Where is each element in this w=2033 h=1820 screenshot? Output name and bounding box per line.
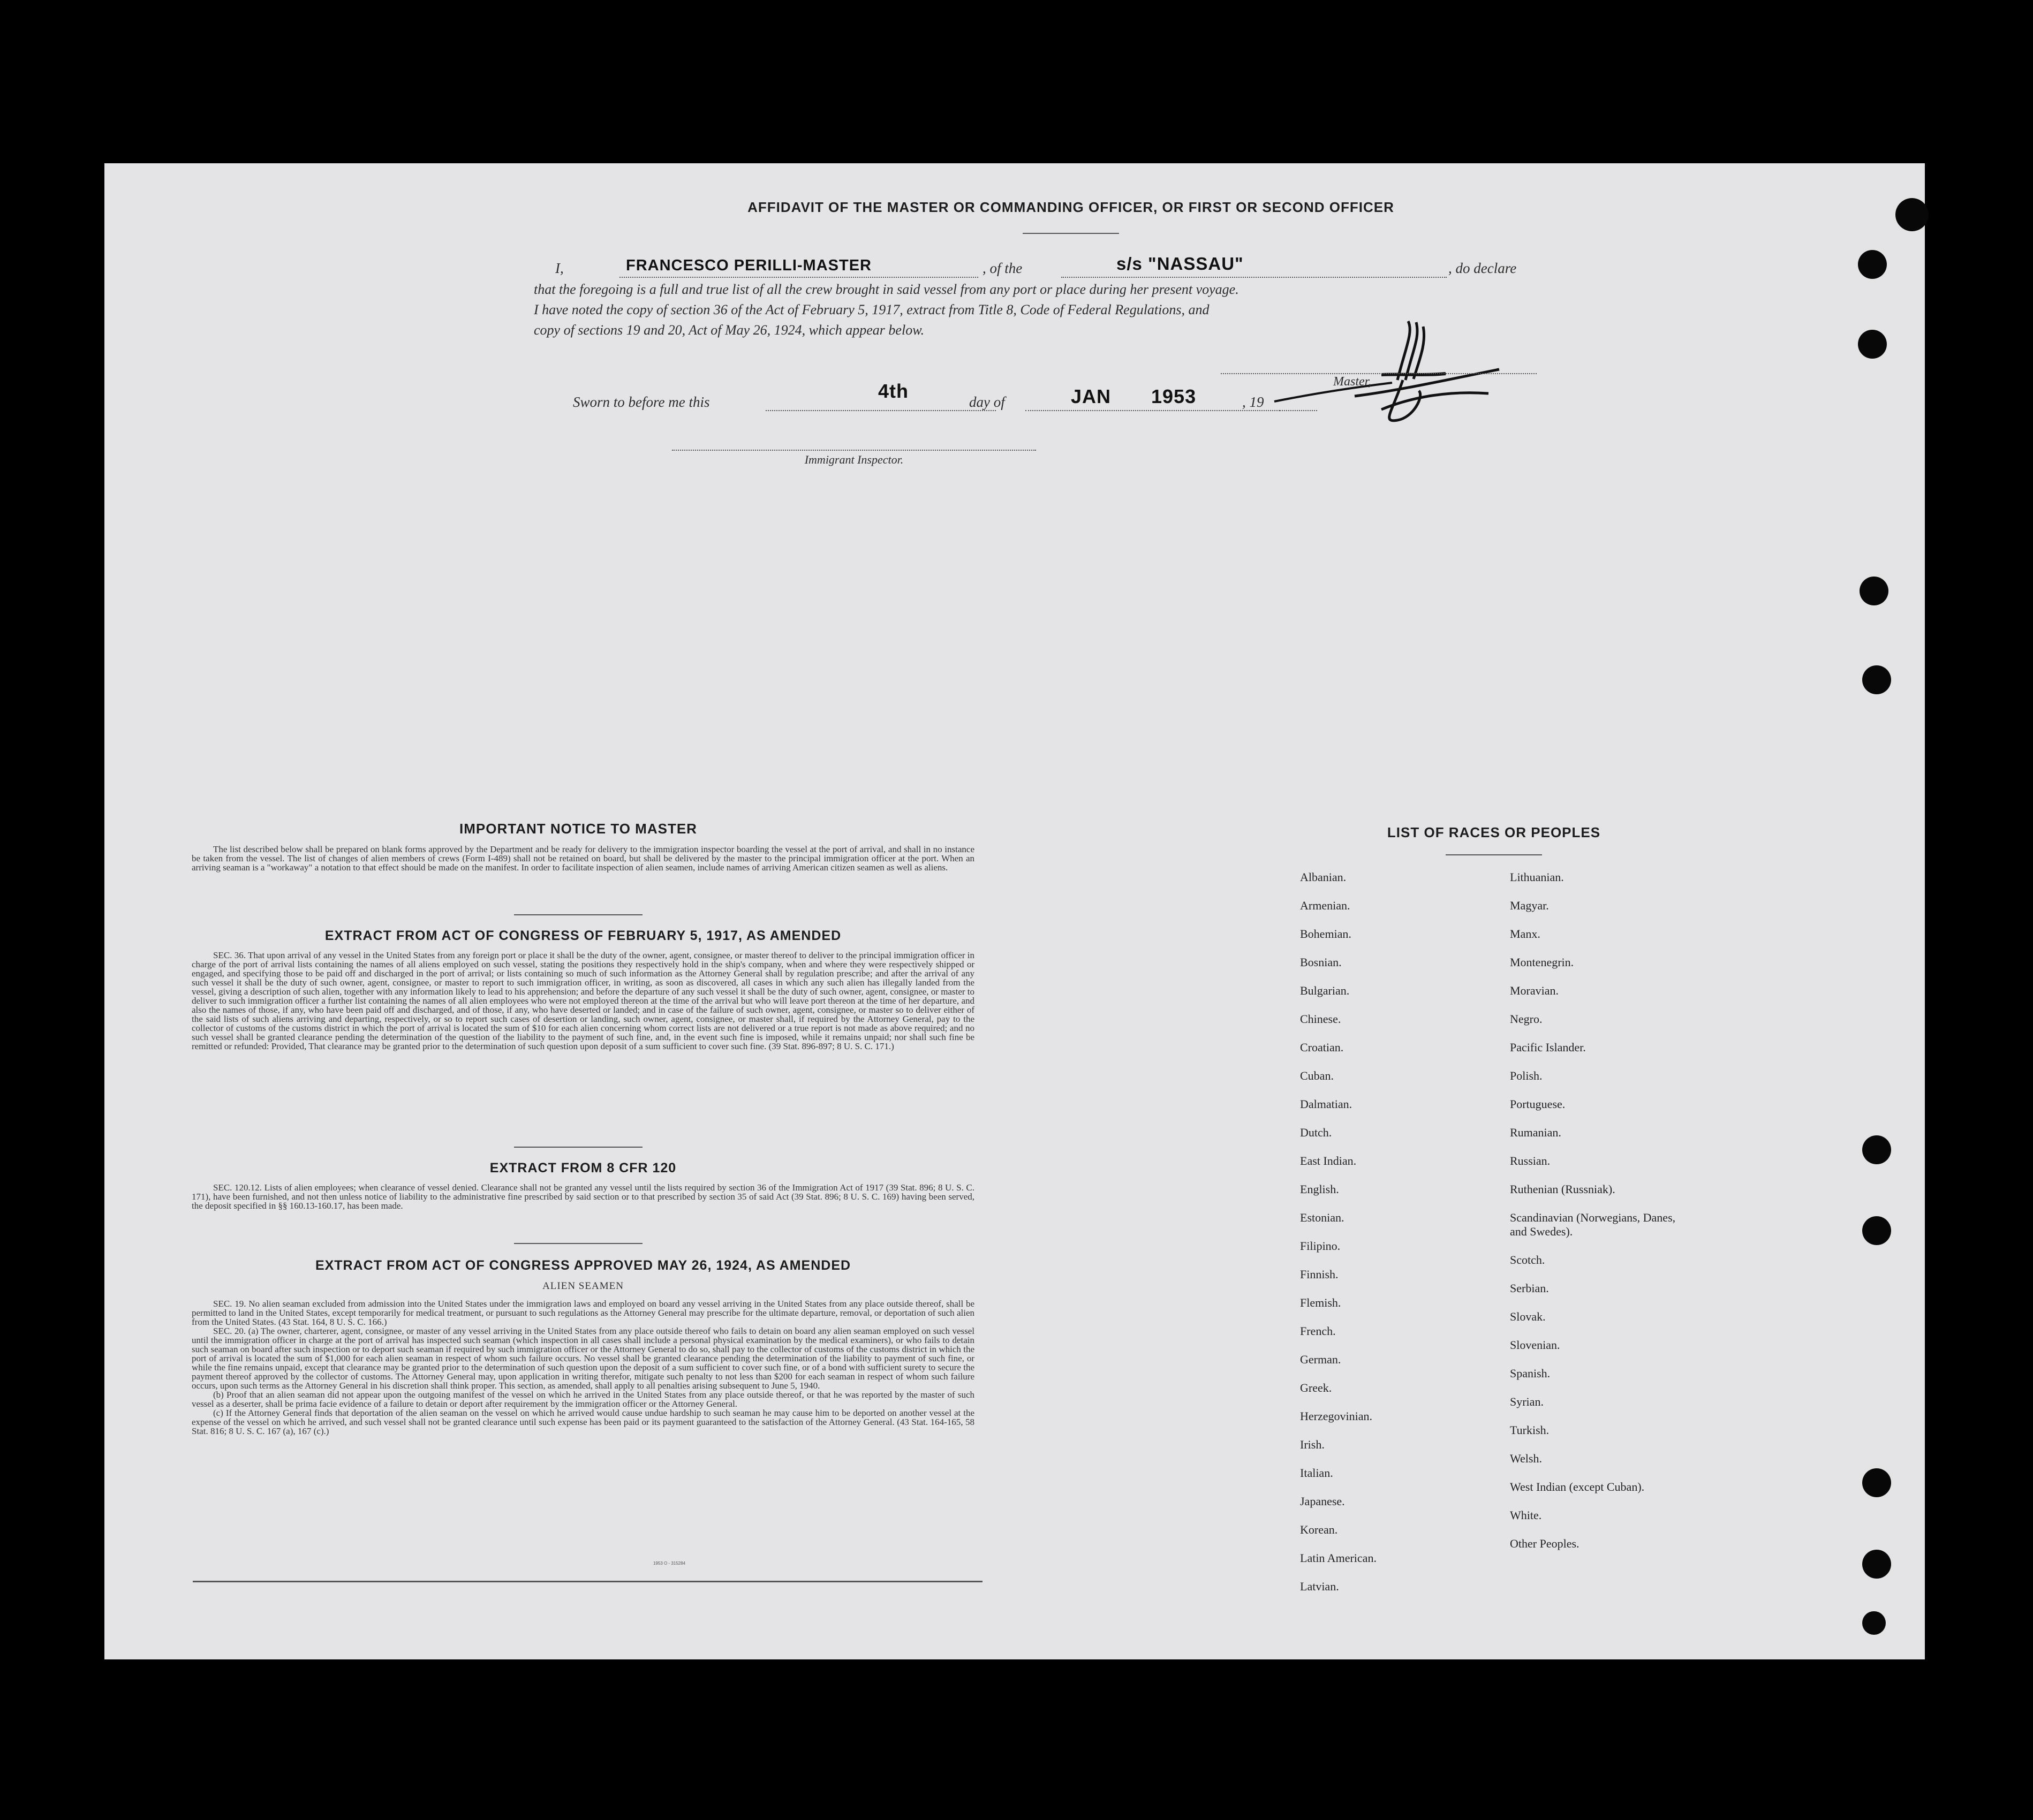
punch-hole: [1858, 330, 1887, 359]
race-item: Polish.: [1510, 1069, 1543, 1082]
day-of-label: day of: [969, 394, 1005, 410]
race-item: Japanese.: [1300, 1495, 1345, 1508]
race-item: Bulgarian.: [1300, 984, 1350, 997]
race-item: Flemish.: [1300, 1296, 1341, 1309]
race-item: Dutch.: [1300, 1126, 1332, 1139]
do-declare-label: , do declare: [1448, 260, 1517, 276]
race-item: Scotch.: [1510, 1253, 1545, 1267]
race-item: Croatian.: [1300, 1041, 1344, 1054]
race-item: Syrian.: [1510, 1395, 1544, 1408]
alien-seamen-subtitle: ALIEN SEAMEN: [542, 1280, 624, 1292]
section-20a-text: SEC. 20. (a) The owner, charterer, agent, consignee, or master of any vessel arriving in the United States from any place outside thereof who fails to detain on board any alien seaman employed on such vessel until the immigration officer in charge at the port of arrival has inspected such seaman (which inspection in all cases shall include a personal physical examination by the medical examiners), or who fails to detain such seaman on board after such inspection or to deport such seaman if required by such immigration officer or the Attorney General to do so, shall pay to the collector of customs of the customs district in which the port of arrival is located the sum of $1,000 for each alien seaman in respect of whom such failure occurs. No vessel shall be granted clearance pending the determination of the liability to payment of such fine, or while the fine remains unpaid, except that clearance may be granted prior to the determination of such question upon the deposit of a sum sufficient to cover such fine, or of a bond with sufficient surety to secure the payment thereof approved by the collector of customs. The Attorney General may, upon application in writing therefor, mitigate such penalty to not less than $200 for each seaman in respect of whom such failure occurs, upon such terms as the Attorney General in his discretion shall think proper. This section, as amended, shall apply to all penalties arising subsequent to June 5, 1940.: [192, 1326, 974, 1391]
section-19-text: SEC. 19. No alien seaman excluded from admission into the United States under the immigration laws and employed on board any vessel arriving in the United States from any place outside thereof, shall be permitted to land in the United States, except temporarily for medical treatment, or pursuant to such regulations as the Attorney General may prescribe for the ultimate departure, removal, or deportation of such alien from the United States. (43 Stat. 164, 8 U. S. C. 166.): [192, 1299, 974, 1327]
race-item: Slovenian.: [1510, 1338, 1560, 1352]
race-item: Chinese.: [1300, 1012, 1341, 1026]
race-item: Lithuanian.: [1510, 870, 1564, 884]
punch-hole: [1862, 1550, 1891, 1579]
race-item: Russian.: [1510, 1154, 1551, 1167]
day-line: [766, 410, 996, 411]
race-item: Finnish.: [1300, 1268, 1339, 1281]
race-item: Albanian.: [1300, 870, 1347, 884]
declaration-line-3: I have noted the copy of section 36 of the Act of February 5, 1917, extract from Title 8, Code of Federal Regulations, and: [534, 302, 1210, 317]
race-item: Ruthenian (Russniak).: [1510, 1182, 1615, 1196]
race-item: Cuban.: [1300, 1069, 1334, 1082]
race-item: Serbian.: [1510, 1281, 1549, 1295]
punch-hole: [1860, 577, 1888, 605]
divider: [1446, 854, 1542, 855]
race-item: Portuguese.: [1510, 1097, 1566, 1111]
race-item: Italian.: [1300, 1466, 1333, 1480]
race-item: Dalmatian.: [1300, 1097, 1352, 1111]
race-item: Manx.: [1510, 927, 1540, 941]
races-left-column: [1300, 870, 1493, 1608]
race-item: Latvian.: [1300, 1580, 1339, 1593]
race-item: English.: [1300, 1182, 1339, 1196]
race-item: Welsh.: [1510, 1452, 1542, 1465]
section-120-text: SEC. 120.12. Lists of alien employees; when clearance of vessel denied. Clearance shall not be granted any vessel until the lists required by section 36 of the Immigration Act of 1917 (39 Stat. 896; 8 U. S. C. 171), have been furnished, and not then unless notice of liability to the administrative fine prescribed by said section or to that prescribed by section 35 of said Act (39 Stat. 896; 8 U. S. C. 169) having been served, the deposit specified in §§ 160.13-160.17, has been made.: [192, 1182, 974, 1211]
pronoun-label: I,: [555, 260, 564, 276]
punch-hole: [1858, 250, 1887, 279]
punch-hole: [1862, 1611, 1886, 1635]
vessel-line: [1061, 277, 1447, 278]
sworn-year: 1953: [1151, 385, 1197, 407]
race-item: Other Peoples.: [1510, 1537, 1579, 1550]
divider: [514, 1147, 643, 1148]
extract-cfr-body: [192, 1183, 974, 1210]
race-item: Armenian.: [1300, 899, 1350, 912]
punch-hole: [1862, 1216, 1891, 1245]
extract-1924-body: [192, 1299, 974, 1436]
race-item: Spanish.: [1510, 1367, 1551, 1380]
year-line: [1280, 410, 1317, 411]
master-signature-line: [1221, 373, 1537, 374]
extract-1917-title: EXTRACT FROM ACT OF CONGRESS OF FEBRUARY 5, 1917, AS AMENDED: [324, 928, 842, 943]
sworn-label: Sworn to before me this: [573, 394, 710, 410]
declaration-line-2: that the foregoing is a full and true list of all the crew brought in said vessel from any port or place during her present voyage.: [534, 282, 1239, 297]
inspector-label: Immigrant Inspector.: [804, 453, 904, 466]
race-item: Greek.: [1300, 1381, 1332, 1394]
punch-hole: [1862, 665, 1891, 694]
race-item: Moravian.: [1510, 984, 1559, 997]
race-item: Estonian.: [1300, 1211, 1344, 1224]
race-item: Montenegrin.: [1510, 956, 1574, 969]
race-item: Bosnian.: [1300, 956, 1342, 969]
race-item: East Indian.: [1300, 1154, 1357, 1167]
notice-title: IMPORTANT NOTICE TO MASTER: [459, 821, 697, 837]
race-item: Rumanian.: [1510, 1126, 1561, 1139]
section-36-text: SEC. 36. That upon arrival of any vessel in the United States from any foreign port or place it shall be the duty of the owner, agent, consignee, or master thereof to deliver to the principal immigration officer in charge of the port of arrival lists containing the names of all aliens employed on such vessel, stating the positions they respectively hold in the ship's company, when and where they were respectively shipped or engaged, and specifying those to be paid off and discharged in the port of arrival; or lists containing so much of such information as the Attorney General shall by regulation prescribe; and after the arrival of any such vessel it shall be the duty of such owner, agent, consignee, or master to report to such immigration officer, in writing, as soon as discovered, all cases in which any such alien has illegally landed from the vessel, giving a description of such alien, together with any information likely to lead to his apprehension; and before the departure of any such vessel it shall be the duty of such owner, agent, consignee, or master to deliver to such immigration officer a further list containing the names of all alien employees who were not employed thereon at the time of the arrival but who will leave port thereon at the time of her departure, and also the names of those, if any, who have been paid off and discharged, and of those, if any, who have deserted or landed; and in case of the failure of such owner, agent, consignee, or master so to deliver either of the said lists of such aliens arriving and departing, respectively, or so to report such cases of desertion or landing, such owner, agent, consignee, or master shall, if required by the Attorney General, pay to the collector of customs of the customs district in which the port of arrival is located the sum of $10 for each alien concerning whom correct lists are not delivered or a true report is not made as above required; and no such vessel shall be granted clearance pending the determination of the question of the liability to the payment of such fine, and, in the event such fine is imposed, while it remains unpaid; nor shall such fine be remitted or refunded: Provided, That clearance may be granted prior to the determination of such question upon deposit of a sum sufficient to cover such fine. (39 Stat. 896-897; 8 U. S. C. 171.): [192, 950, 974, 1051]
divider: [514, 1243, 643, 1244]
race-item: German.: [1300, 1353, 1341, 1366]
races-title: LIST OF RACES OR PEOPLES: [1387, 824, 1601, 840]
section-20c-text: (c) If the Attorney General finds that deportation of the alien seaman on the vessel on which he arrived would cause undue hardship to such seaman he may cause him to be deported on another vessel at the expense of the vessel on which he arrived, and such vessel shall not be granted clearance until such expense has been paid or its payment guaranteed to the satisfaction of the Attorney General. (43 Stat. 164-165, 58 Stat. 816; 8 U. S. C. 167 (a), 167 (c).): [192, 1408, 974, 1436]
divider: [1023, 233, 1119, 234]
race-item: French.: [1300, 1324, 1336, 1338]
affidavit-title: AFFIDAVIT OF THE MASTER OR COMMANDING OFFICER, OR FIRST OR SECOND OFFICER: [747, 199, 1394, 215]
race-item: Korean.: [1300, 1523, 1338, 1536]
races-right-column: [1510, 870, 1713, 1565]
master-label: Master,: [1333, 375, 1372, 389]
notice-body: [192, 845, 974, 872]
print-code: 1953 O - 315284: [653, 1561, 686, 1566]
nineteen-label: , 19: [1242, 394, 1264, 410]
sworn-line: [573, 380, 1322, 418]
race-item: Magyar.: [1510, 899, 1549, 912]
punch-hole: [1862, 1468, 1891, 1497]
extract-1924-title: EXTRACT FROM ACT OF CONGRESS APPROVED MAY 26, 1924, AS AMENDED: [315, 1258, 851, 1273]
race-item: Turkish.: [1510, 1423, 1550, 1437]
divider: [514, 914, 643, 915]
race-item: Negro.: [1510, 1012, 1543, 1026]
race-item: Scandinavian (Norwegians, Danes, and Swedes).: [1510, 1211, 1676, 1238]
declaration-line-4: copy of sections 19 and 20, Act of May 26, 1924, which appear below.: [534, 322, 925, 338]
inspector-signature-line: [672, 450, 1036, 451]
race-item: Herzegovinian.: [1300, 1409, 1372, 1423]
race-item: Irish.: [1300, 1438, 1325, 1451]
race-item: Latin American.: [1300, 1551, 1377, 1565]
extract-cfr-title: EXTRACT FROM 8 CFR 120: [489, 1161, 677, 1176]
vessel-name: s/s "NASSAU": [1116, 254, 1244, 274]
race-item: Slovak.: [1510, 1310, 1546, 1323]
race-item: Pacific Islander.: [1510, 1041, 1586, 1054]
race-item: Filipino.: [1300, 1239, 1341, 1253]
punch-hole: [1895, 198, 1929, 231]
sworn-day: 4th: [878, 380, 909, 402]
race-item: West Indian (except Cuban).: [1510, 1480, 1645, 1493]
month-line: [1025, 410, 1280, 411]
section-20b-text: (b) Proof that an alien seaman did not appear upon the outgoing manifest of the vessel on which he arrived in the United States from any place outside thereof, or that he was reported by the master of such vessel as a deserter, shall be prima facie evidence of a failure to detain or deport after requirement by the immigration officer or the Attorney General.: [192, 1390, 974, 1409]
extract-1917-body: [192, 951, 974, 1051]
notice-text: The list described below shall be prepared on blank forms approved by the Department and be ready for delivery to the immigration inspector boarding the vessel at the port of arrival, and shall in no instance be taken from the vessel. The list of changes of alien members of crews (Form I-489) shall not be retained on board, but shall be delivered by the master to the principal immigration officer at the port. When an arriving seaman is a "workaway" a notation to that effect should be made on the manifest. In order to facilitate inspection of alien seamen, include names of arriving American citizen seamen as well as aliens.: [192, 844, 974, 873]
sworn-month: JAN: [1071, 385, 1112, 407]
race-item: White.: [1510, 1508, 1542, 1522]
of-the-label: , of the: [983, 260, 1023, 276]
name-line: [619, 277, 978, 278]
bottom-rule: [193, 1581, 983, 1582]
race-item: Bohemian.: [1300, 927, 1351, 941]
master-name: FRANCESCO PERILLI-MASTER: [626, 257, 872, 274]
punch-hole: [1862, 1135, 1891, 1164]
